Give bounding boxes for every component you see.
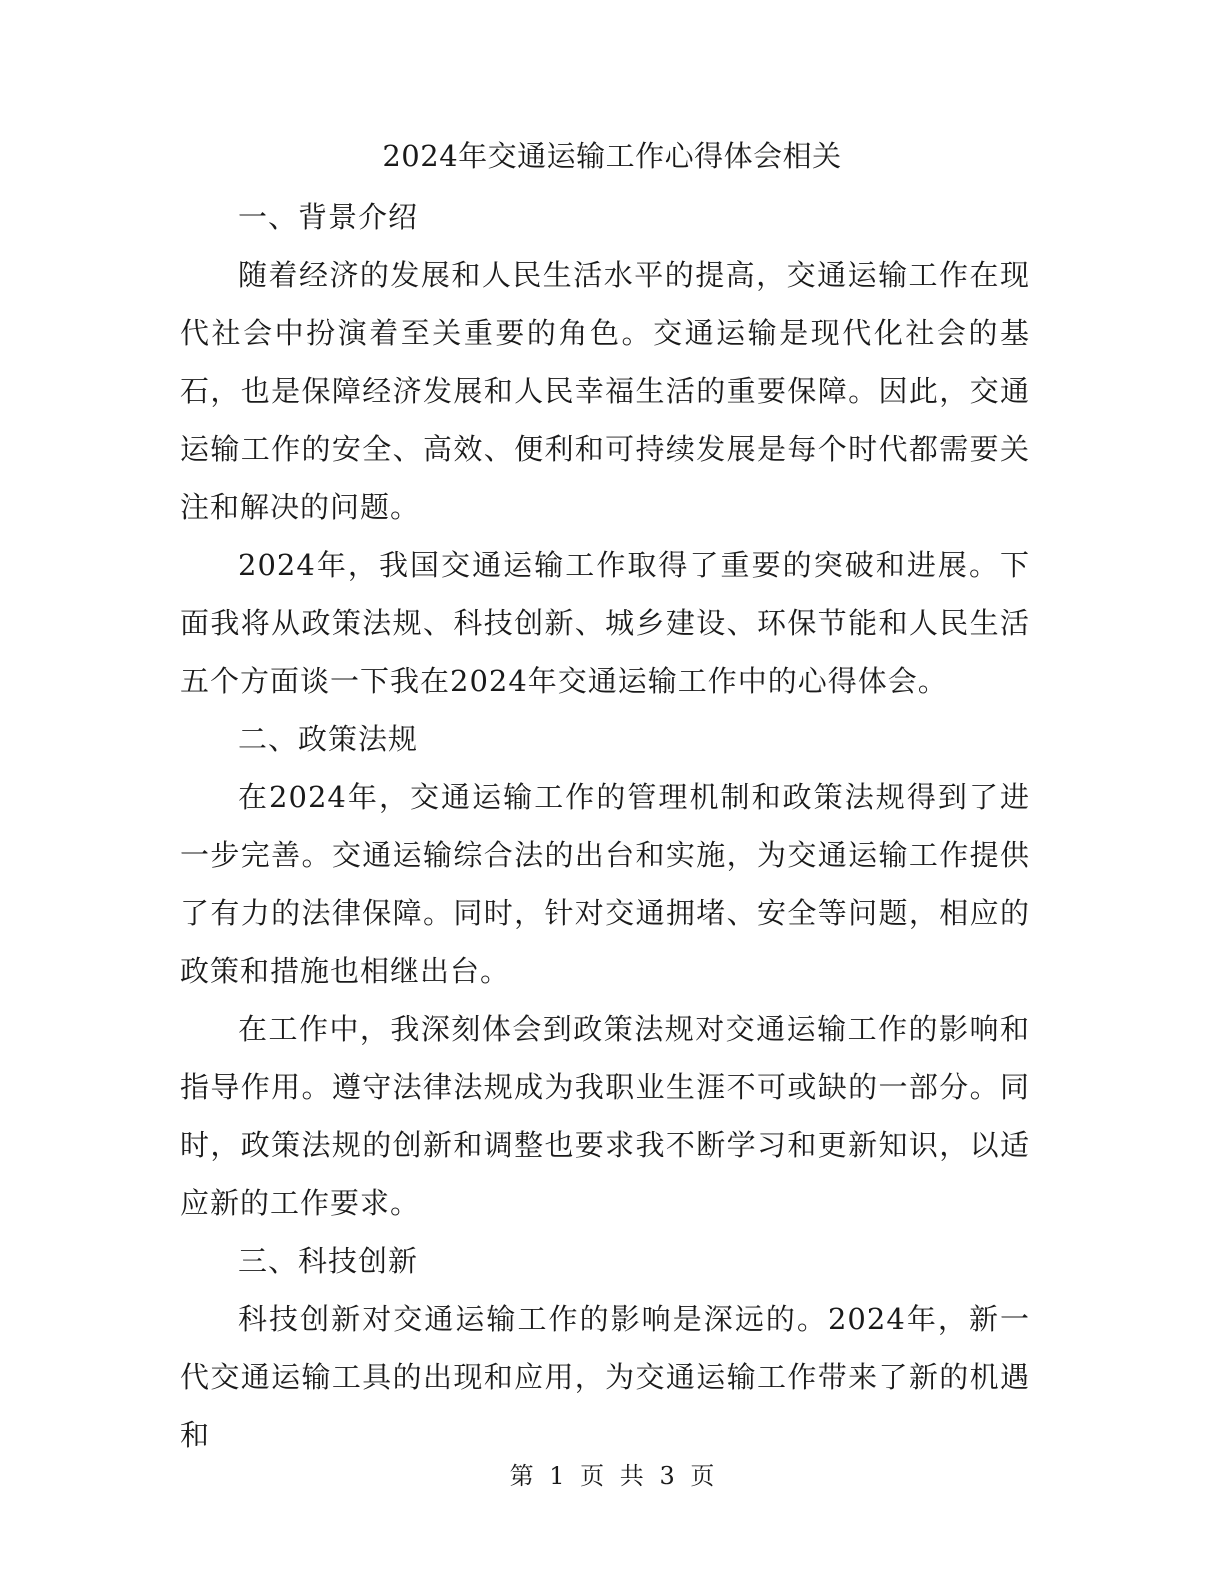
paragraph: 2024年，我国交通运输工作取得了重要的突破和进展。下面我将从政策法规、科技创新、城乡建设、环保节能和人民生活五个方面谈一下我在2024年交通运输工作中的心得体会。 bbox=[180, 548, 1030, 698]
document-body bbox=[180, 188, 1030, 1464]
paragraph: 在2024年，交通运输工作的管理机制和政策法规得到了进一步完善。交通运输综合法的出台和实施，为交通运输工作提供了有力的法律保障。同时，针对交通拥堵、安全等问题，相应的政策和措施也相继出台。 bbox=[180, 780, 1030, 988]
section-heading: 三、科技创新 bbox=[238, 1244, 419, 1278]
paragraph: 科技创新对交通运输工作的影响是深远的。2024年，新一代交通运输工具的出现和应用，为交通运输工作带来了新的机遇和 bbox=[180, 1302, 1030, 1452]
paragraph: 在工作中，我深刻体会到政策法规对交通运输工作的影响和指导作用。遵守法律法规成为我职业生涯不可或缺的一部分。同时，政策法规的创新和调整也要求我不断学习和更新知识，以适应新的工作要求。 bbox=[180, 1012, 1030, 1220]
section-heading: 二、政策法规 bbox=[238, 722, 419, 756]
document-title: 2024年交通运输工作心得体会相关 bbox=[382, 139, 842, 173]
section-heading: 一、背景介绍 bbox=[238, 200, 419, 234]
page-number-footer: 第 1 页 共 3 页 bbox=[509, 1462, 715, 1490]
paragraph: 随着经济的发展和人民生活水平的提高，交通运输工作在现代社会中扮演着至关重要的角色。交通运输是现代化社会的基石，也是保障经济发展和人民幸福生活的重要保障。因此，交通运输工作的安全、高效、便利和可持续发展是每个时代都需要关注和解决的问题。 bbox=[180, 258, 1030, 524]
